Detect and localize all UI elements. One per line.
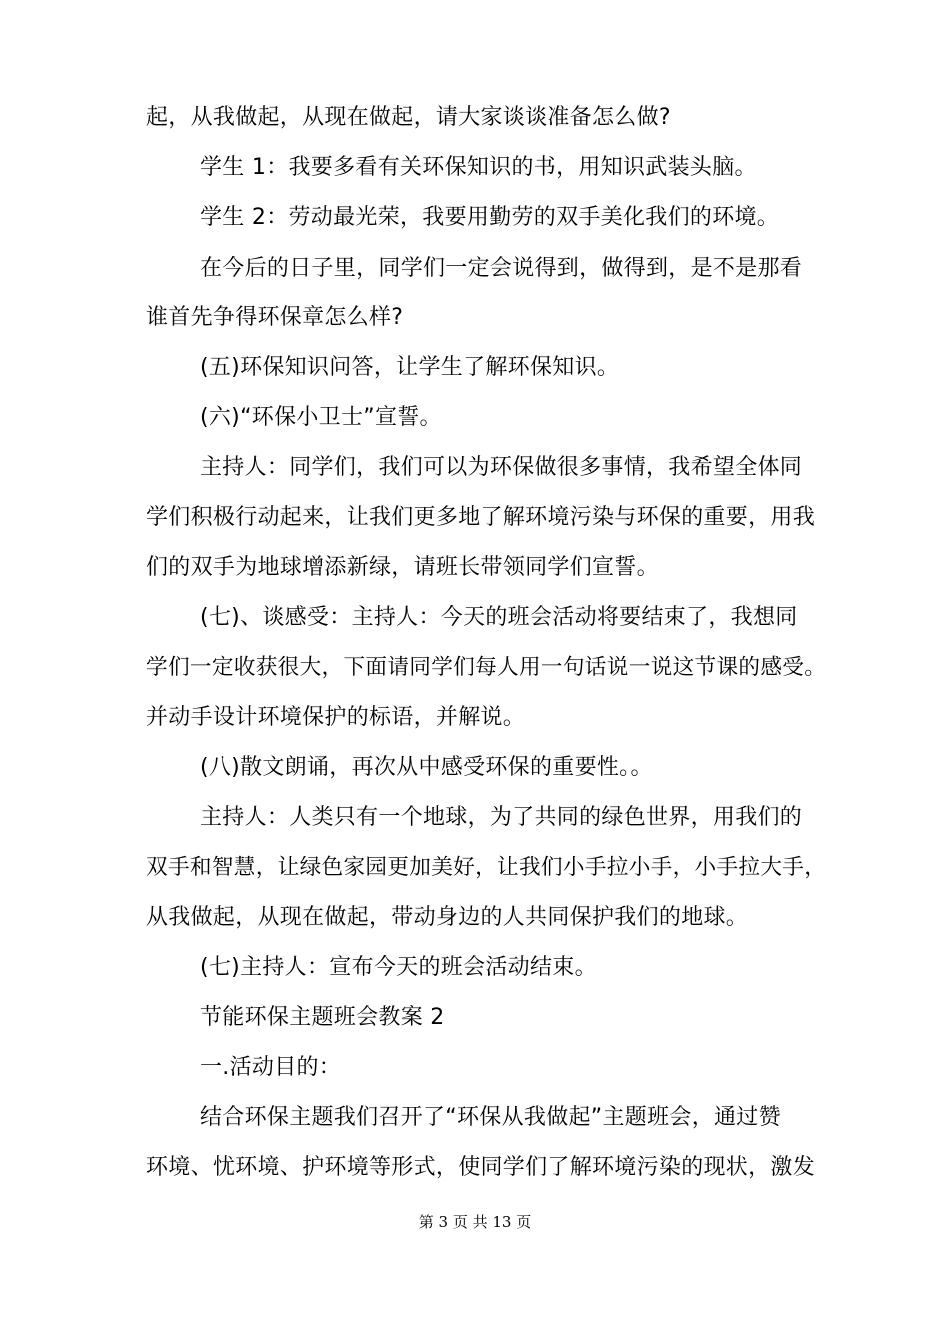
paragraph-line: (八)散文朗诵，再次从中感受环保的重要性。。	[200, 755, 653, 780]
paragraph-line: 环境、忧环境、护环境等形式，使同学们了解环境污染的现状，激发	[146, 1155, 816, 1180]
paragraph-line: 学生 2：劳动最光荣，我要用勤劳的双手美化我们的环境。	[200, 205, 780, 230]
paragraph-line: (六)“环保小卫士”宣誓。	[200, 405, 442, 430]
paragraph-line: 们的双手为地球增添新绿，请班长带领同学们宣誓。	[146, 555, 659, 580]
paragraph-line: 主持人：人类只有一个地球，为了共同的绿色世界，用我们的	[200, 805, 803, 830]
paragraph-line: 学们积极行动起来，让我们更多地了解环境污染与环保的重要，用我	[146, 505, 816, 530]
paragraph-line: 主持人：同学们，我们可以为环保做很多事情，我希望全体同	[200, 455, 803, 480]
paragraph-line: 从我做起，从现在做起，带动身边的人共同保护我们的地球。	[146, 905, 749, 930]
paragraph-line: 学们一定收获很大，下面请同学们每人用一句话说一说这节课的感受。	[146, 655, 827, 680]
paragraph-line: (七)、谈感受：主持人：今天的班会活动将要结束了，我想同	[200, 605, 798, 630]
paragraph-line: 双手和智慧，让绿色家园更加美好，让我们小手拉小手，小手拉大手，	[146, 855, 827, 880]
subsection-heading: 一.活动目的：	[200, 1055, 342, 1080]
paragraph-line: 并动手设计环境保护的标语，并解说。	[146, 705, 526, 730]
paragraph-line: 起，从我做起，从现在做起，请大家谈谈准备怎么做?	[146, 105, 671, 130]
page-number-footer: 第 3 页 共 13 页	[418, 1213, 532, 1231]
paragraph-line: (七)主持人：宣布今天的班会活动结束。	[200, 955, 597, 980]
section-heading: 节能环保主题班会教案 2	[200, 1005, 445, 1030]
paragraph-line: 学生 1：我要多看有关环保知识的书，用知识武装头脑。	[200, 155, 757, 180]
paragraph-line: 结合环保主题我们召开了“环保从我做起”主题班会，通过赞	[200, 1105, 781, 1130]
paragraph-line: 在今后的日子里，同学们一定会说得到，做得到，是不是那看	[200, 256, 803, 281]
paragraph-line: 谁首先争得环保章怎么样?	[146, 305, 404, 330]
paragraph-line: (五)环保知识问答，让学生了解环保知识。	[200, 355, 620, 380]
